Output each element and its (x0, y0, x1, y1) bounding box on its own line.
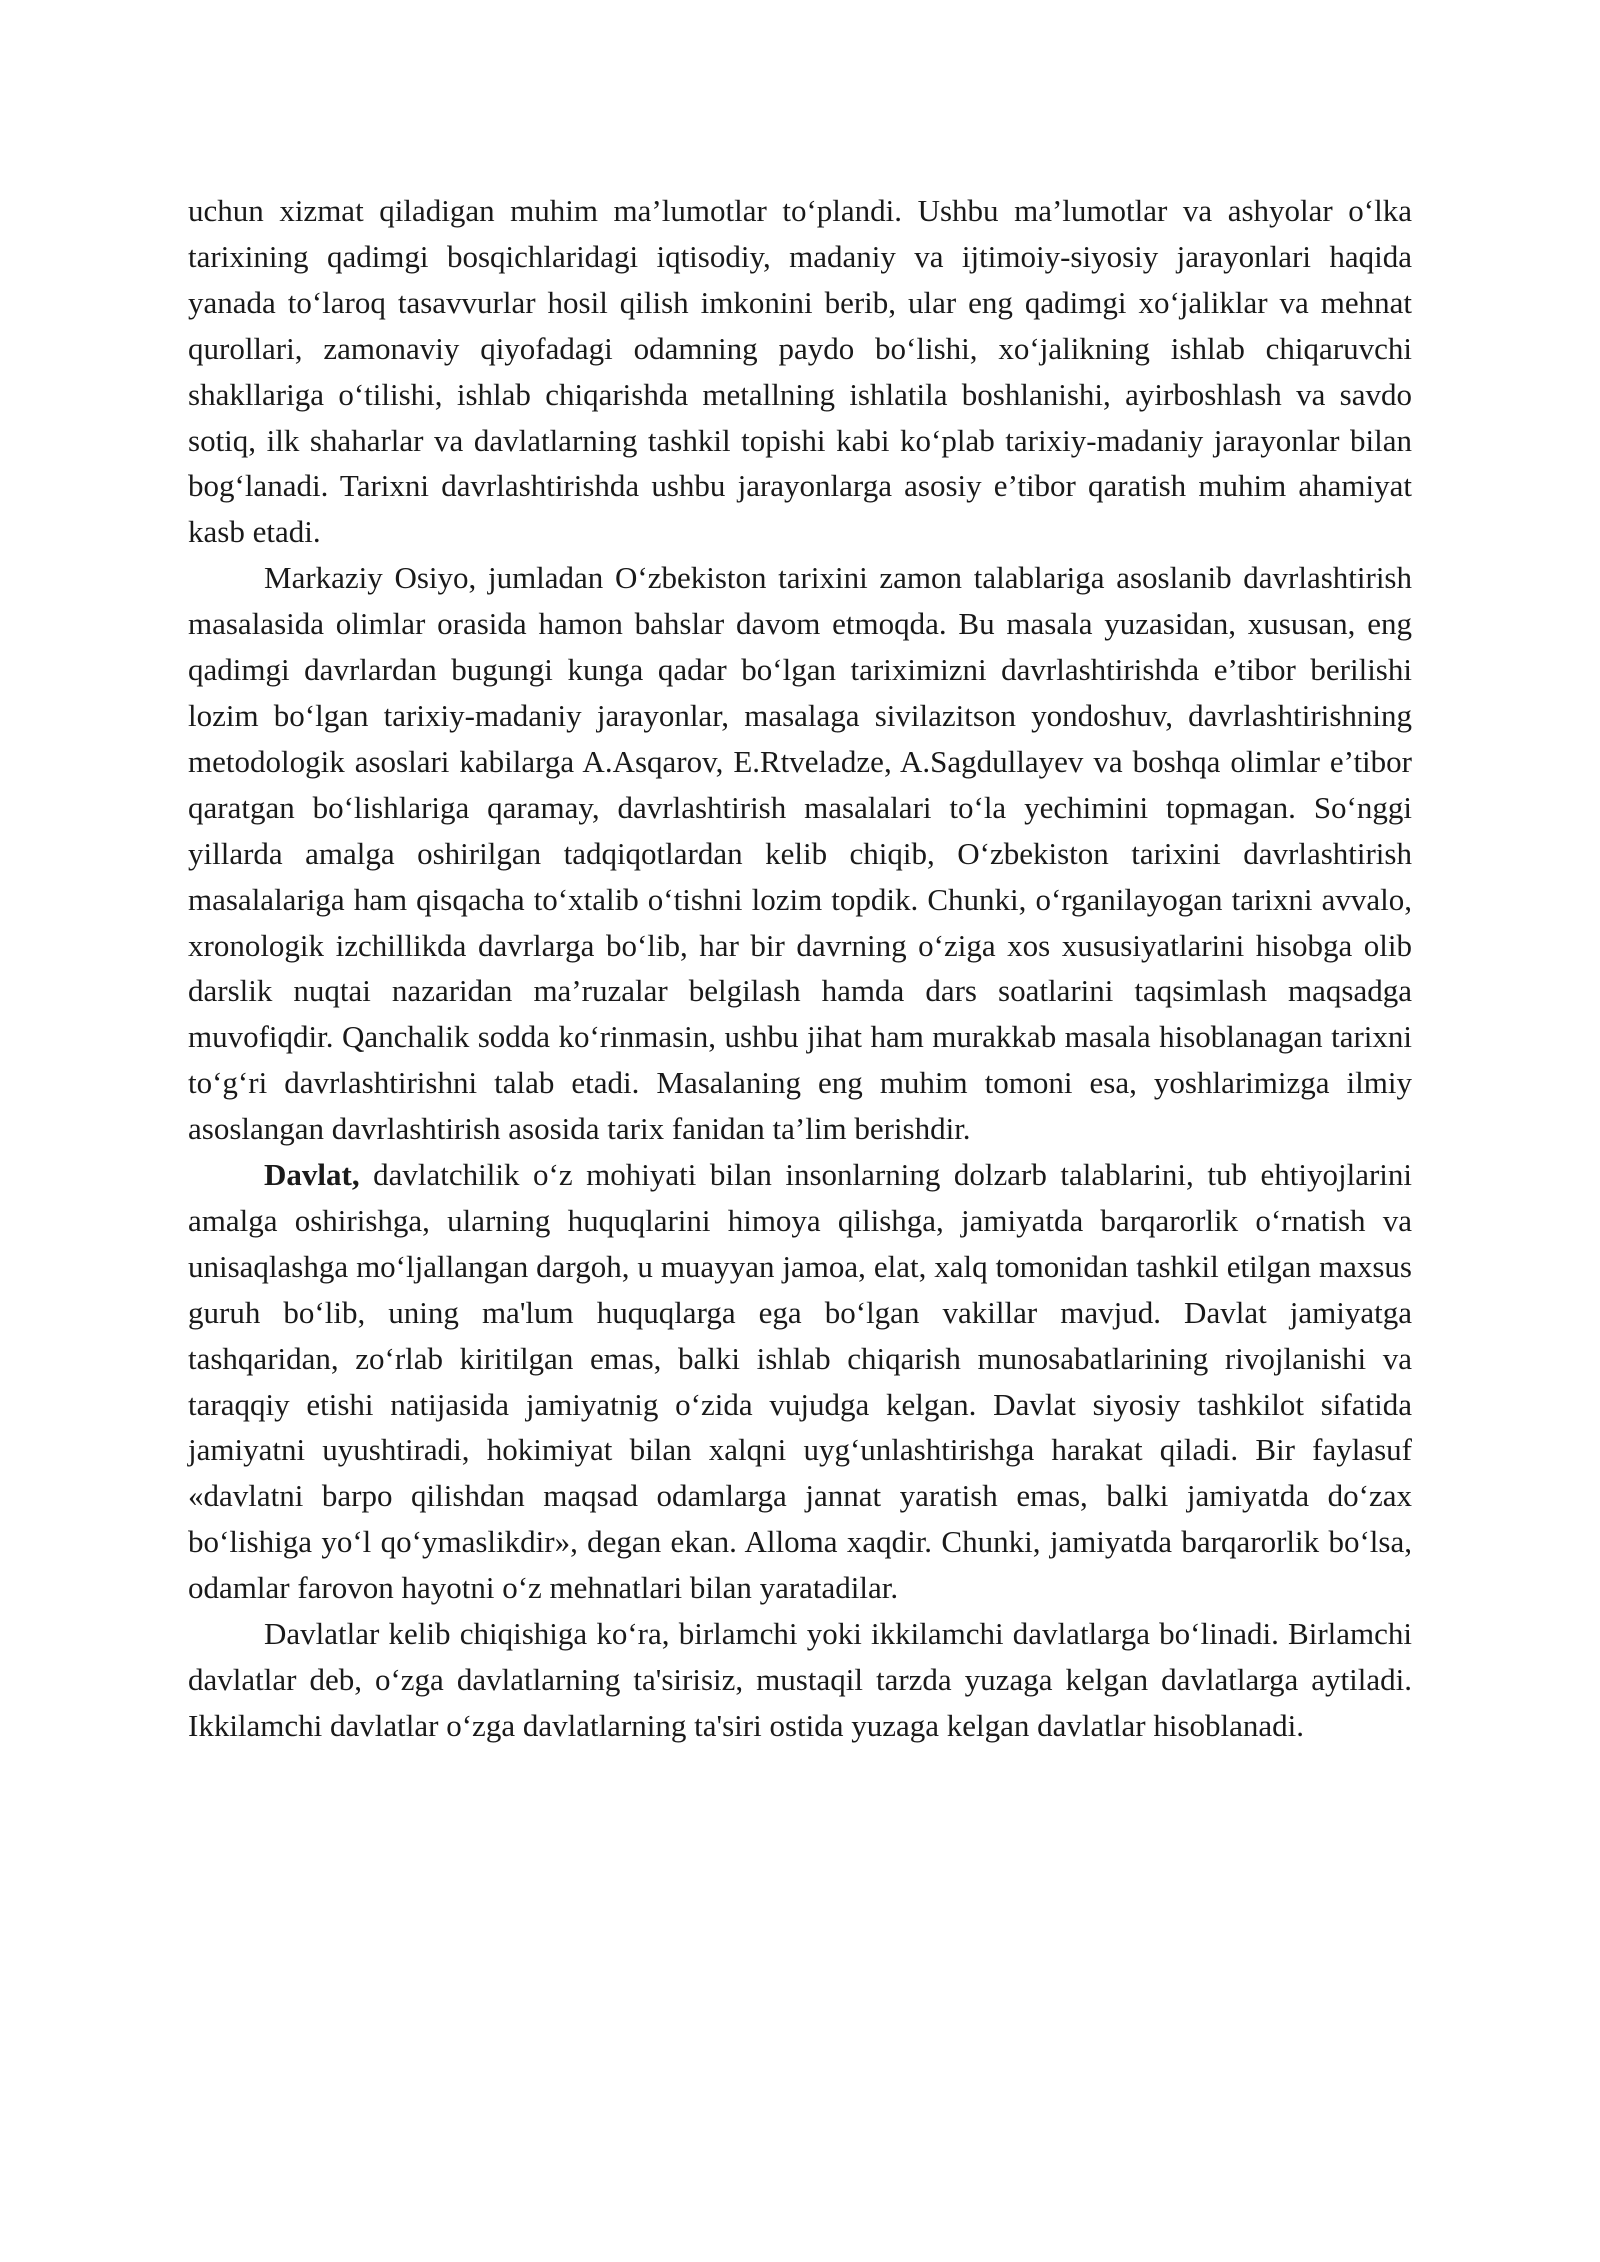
paragraph-1 (188, 188, 1412, 555)
paragraph-1-text: uchun xizmat qiladigan muhim ma’lumotlar to‘plandi. Ushbu ma’lumotlar va ashyolar o‘lka tarixining qadimgi bosqichlaridagi iqtisodiy, madaniy va ijtimoiy-siyosiy jarayonlari haqida yanada to‘laroq tasavvurlar hosil qilish imkonini berib, ular eng qadimgi xo‘jaliklar va mehnat qurollari, zamonaviy qiyofadagi odamning paydo bo‘lishi, xo‘jalikning ishlab chiqaruvchi shakllariga o‘tilishi, ishlab chiqarishda metallning ishlatila boshlanishi, ayirboshlash va savdo sotiq, ilk shaharlar va davlatlarning tashkil topishi kabi ko‘plab tarixiy-madaniy jarayonlar bilan bog‘lanadi. Tarixni davrlashtirishda ushbu jarayonlarga asosiy e’tibor qaratish muhim ahamiyat kasb etadi. (188, 193, 1412, 550)
paragraph-3-lead-term: Davlat, (264, 1157, 360, 1193)
paragraph-2 (188, 555, 1412, 1152)
paragraph-2-text: Markaziy Osiyo, jumladan O‘zbekiston tarixini zamon talablariga asoslanib davrlashtirish masalasida olimlar orasida hamon bahslar davom etmoqda. Bu masala yuzasidan, xususan, eng qadimgi davrlardan bugungi kunga qadar bo‘lgan tariximizni davrlashtirishda e’tibor berilishi lozim bo‘lgan tarixiy-madaniy jarayonlar, masalaga sivilazitson yondoshuv, davrlashtirishning metodologik asoslari kabilarga A.Asqarov, E.Rtveladze, A.Sagdullayev va boshqa olimlar e’tibor qaratgan bo‘lishlariga qaramay, davrlashtirish masalalari to‘la yechimini topmagan. So‘nggi yillarda amalga oshirilgan tadqiqotlardan kelib chiqib, O‘zbekiston tarixini davrlashtirish masalalariga ham qisqacha to‘xtalib o‘tishni lozim topdik. Chunki, o‘rganilayogan tarixni avvalo, xronologik izchillikda davrlarga bo‘lib, har bir davrning o‘ziga xos xususiyatlarini hisobga olib darslik nuqtai nazaridan ma’ruzalar belgilash hamda dars soatlarini taqsimlash maqsadga muvofiqdir. Qanchalik sodda ko‘rinmasin, ushbu jihat ham murakkab masala hisoblanagan tarixni to‘g‘ri davrlashtirishni talab etadi. Masalaning eng muhim tomoni esa, yoshlarimizga ilmiy asoslangan davrlashtirish asosida tarix fanidan ta’lim berishdir. (188, 560, 1412, 1147)
paragraph-3 (188, 1152, 1412, 1611)
paragraph-4 (188, 1611, 1412, 1749)
document-body (188, 188, 1412, 1749)
paragraph-4-text: Davlatlar kelib chiqishiga ko‘ra, birlamchi yoki ikkilamchi davlatlarga bo‘linadi. Birlamchi davlatlar deb, o‘zga davlatlarning ta'sirisiz, mustaqil tarzda yuzaga kelgan davlatlarga aytiladi. Ikkilamchi davlatlar o‘zga davlatlarning ta'siri ostida yuzaga kelgan davlatlar hisoblanadi. (188, 1616, 1412, 1743)
paragraph-3-text: davlatchilik o‘z mohiyati bilan insonlarning dolzarb talablarini, tub ehtiyojlarini amalga oshirishga, ularning huquqlarini himoya qilishga, jamiyatda barqarorlik o‘rnatish va unisaqlashga mo‘ljallangan dargoh, u muayyan jamoa, elat, xalq tomonidan tashkil etilgan maxsus guruh bo‘lib, uning ma'lum huquqlarga ega bo‘lgan vakillar mavjud. Davlat jamiyatga tashqaridan, zo‘rlab kiritilgan emas, balki ishlab chiqarish munosabatlarining rivojlanishi va taraqqiy etishi natijasida jamiyatnig o‘zida vujudga kelgan. Davlat siyosiy tashkilot sifatida jamiyatni uyushtiradi, hokimiyat bilan xalqni uyg‘unlashtirishga harakat qiladi. Bir faylasuf «davlatni barpo qilishdan maqsad odamlarga jannat yaratish emas, balki jamiyatda do‘zax bo‘lishiga yo‘l qo‘ymaslikdir», degan ekan. Alloma xaqdir. Chunki, jamiyatda barqarorlik bo‘lsa, odamlar farovon hayotni o‘z mehnatlari bilan yaratadilar. (188, 1157, 1412, 1606)
